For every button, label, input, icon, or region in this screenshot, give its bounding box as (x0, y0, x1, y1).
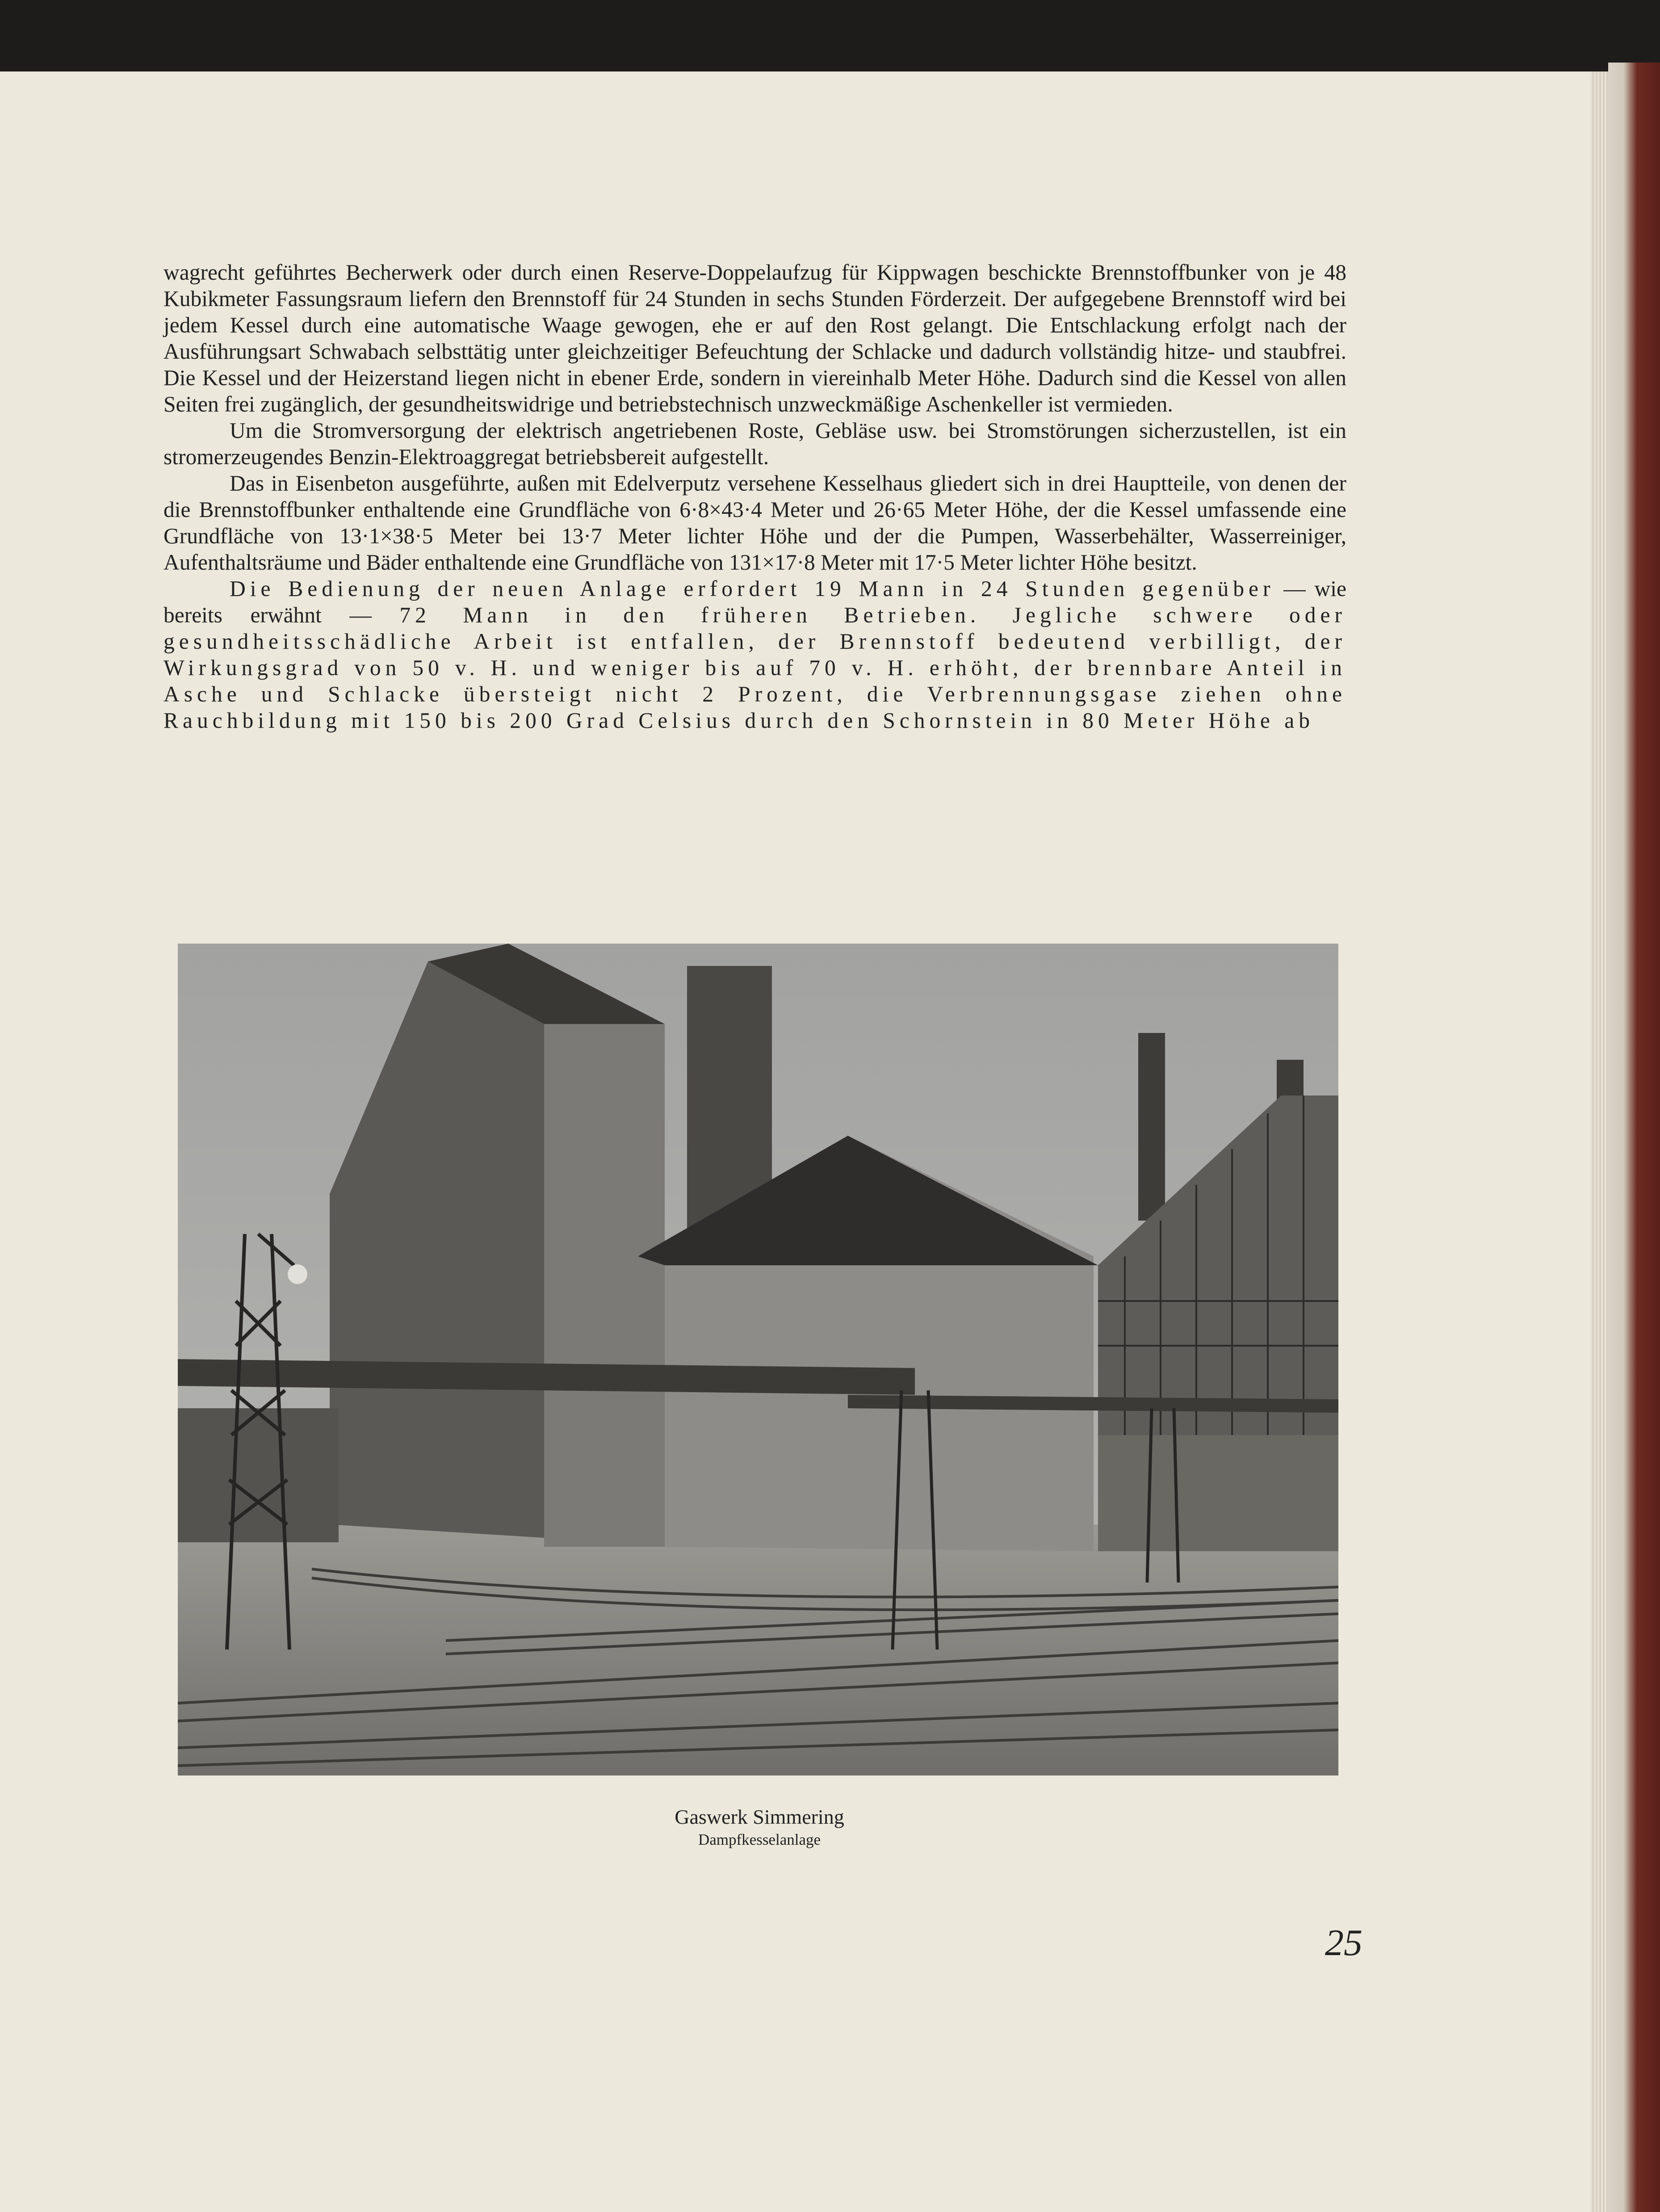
paragraph-1: wagrecht geführtes Becherwerk oder durch einen Reserve-Doppelaufzug für Kippwagen beschickte Brennstoffbunker von je 48 Kubikmeter Fassungsraum liefern den Brennstoff für 24 Stunden in sechs Stunden Förderzeit. Der aufgegebene Brennstoff wird bei jedem Kessel durch eine automatische Waage gewogen, ehe er auf den Rost gelangt. Die Entschlackung erfolgt nach der Ausführungsart Schwabach selbsttätig unter gleichzeitiger Befeuchtung der Schlacke und dadurch vollständig hitze- und staubfrei. Die Kessel und der Heizerstand liegen nicht in ebener Erde, sondern in viereinhalb Meter Höhe. Dadurch sind die Kessel von allen Seiten frei zugänglich, der gesundheitswidrige und betriebstechnisch unzweckmäßige Aschenkeller ist vermieden. (163, 260, 1346, 416)
body-text (163, 259, 1346, 734)
photo-caption-title: Gaswerk Simmering (675, 1805, 844, 1828)
paragraph-4-part-1: Die Bedienung der neuen Anlage erfordert 19 Mann in 24 Stunden gegenüber (230, 576, 1275, 601)
book-cover-edge (1608, 63, 1660, 2212)
boiler-house-photo (178, 944, 1338, 1775)
paragraph-4 (163, 575, 1346, 734)
page-number: 25 (1325, 1922, 1362, 1964)
tower-side (544, 1024, 665, 1547)
paragraph-3: Das in Eisenbeton ausgeführte, außen mit Edelverputz versehene Kesselhaus gliedert sich in drei Hauptteile, von denen der die Brennstoffbunker enthaltende eine Grundfläche von 6·8×43·4 Meter und 26·65 Meter Höhe, der die Kessel umfassende eine Grundfläche von 13·1×38·5 Meter bei 13·7 Meter lichter Höhe und der die Pumpen, Wasserbehälter, Wasserreiniger, Aufenthaltsräume und Bäder enthaltende eine Grundfläche von 131×17·8 Meter mit 17·5 Meter lichter Höhe besitzt. (163, 471, 1346, 575)
paragraph-4-part-2: — wie bereits erwähnt — (163, 576, 1346, 627)
chimney-right (1138, 1033, 1165, 1221)
photo-illustration (178, 944, 1338, 1775)
street-lamp (288, 1264, 307, 1284)
page-stack-edge (1590, 71, 1608, 2212)
paragraph-4-part-3: 72 Mann in den früheren Betrieben. Jegliche schwere oder gesundheitsschädliche Arbeit ist entfallen, der Brennstoff bedeutend verbilligt, der Wirkungsgrad von 50 v. H. und weniger bis auf 70 v. H. erhöht, der brennbare Anteil in Asche und Schlacke übersteigt nicht 2 Prozent, die Verbrennungsgase ziehen ohne Rauchbildung mit 150 bis 200 Grad Celsius durch den Schornstein in 80 Meter Höhe ab (163, 603, 1346, 733)
hall-base (1098, 1435, 1338, 1551)
paragraph-2: Um die Stromversorgung der elektrisch angetriebenen Roste, Gebläse usw. bei Stromstörungen sicherzustellen, ist ein stromerzeugendes Benzin-Elektroaggregat betriebsbereit aufgestellt. (163, 418, 1346, 469)
photo-caption-subtitle: Dampfkesselanlage (698, 1831, 821, 1848)
railway-wagon (178, 1408, 339, 1542)
